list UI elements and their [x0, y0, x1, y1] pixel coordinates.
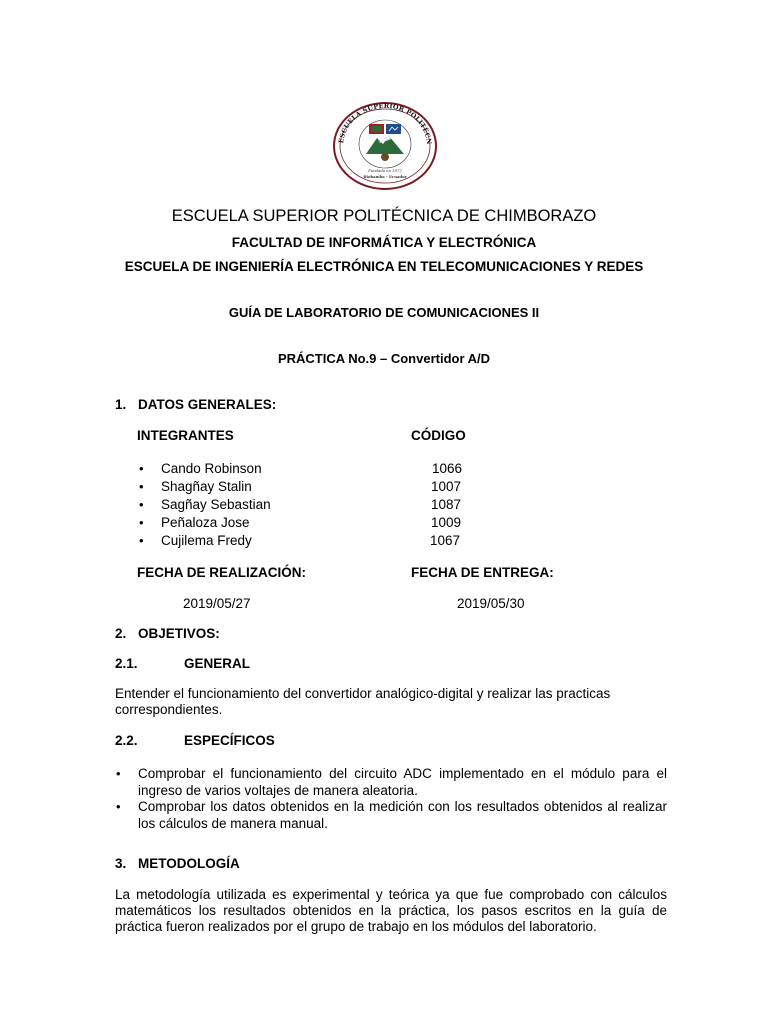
bullet-icon: •: [139, 497, 144, 512]
member-row: [0, 497, 768, 515]
member-code: 1009: [431, 515, 462, 530]
institution-seal: [333, 102, 437, 190]
member-name: Cando Robinson: [161, 461, 262, 476]
section3-title: METODOLOGÍA: [138, 856, 240, 871]
bullet-icon: •: [139, 461, 144, 476]
seal-founded: Fundada en 1972: [368, 168, 402, 173]
member-row: [0, 533, 768, 551]
bullet-icon: •: [139, 479, 144, 494]
section1-number: 1.: [115, 397, 127, 412]
specific-number: 2.2.: [115, 733, 138, 748]
specific-title: ESPECÍFICOS: [184, 733, 275, 748]
section3-number: 3.: [115, 856, 127, 871]
section2-number: 2.: [115, 626, 127, 641]
member-code: 1067: [430, 533, 461, 548]
member-name: Shagñay Stalin: [161, 479, 252, 494]
member-name: Peñaloza Jose: [161, 515, 250, 530]
member-row: [0, 515, 768, 533]
specific-item: Comprobar el funcionamiento del circuito ADC implementado en el módulo para el ingreso de varios voltajes de manera aleatoria.: [138, 766, 667, 798]
bullet-icon: •: [116, 766, 121, 781]
seal-city: Riobamba - Ecuador: [363, 174, 407, 179]
bullet-icon: •: [139, 515, 144, 530]
code-header: CÓDIGO: [411, 428, 466, 443]
member-row: [0, 461, 768, 479]
methodology-text: La metodología utilizada es experimental y teórica ya que fue comprobado con cálculos matemáticos los resultados obtenidos en la práctica, los pasos escritos en la guía de práctica fueron realizados por el grupo de trabajo en los módulos del laboratorio.: [115, 887, 667, 934]
seal-graphic: [333, 102, 437, 190]
date-done-value: 2019/05/27: [183, 596, 251, 611]
faculty-title: FACULTAD DE INFORMÁTICA Y ELECTRÓNICA: [231, 235, 537, 250]
member-code: 1066: [432, 461, 463, 476]
guide-title: GUÍA DE LABORATORIO DE COMUNICACIONES II: [228, 305, 540, 320]
general-text-line2: correspondientes.: [115, 702, 223, 717]
date-done-label: FECHA DE REALIZACIÓN:: [137, 565, 306, 580]
general-number: 2.1.: [115, 656, 138, 671]
institution-title: ESCUELA SUPERIOR POLITÉCNICA DE CHIMBORAZO: [171, 207, 597, 225]
member-row: [0, 479, 768, 497]
member-name: Cujilema Fredy: [161, 533, 252, 548]
member-code: 1007: [431, 479, 462, 494]
date-due-label: FECHA DE ENTREGA:: [411, 565, 554, 580]
school-title: ESCUELA DE INGENIERÍA ELECTRÓNICA EN TELECOMUNICACIONES Y REDES: [124, 259, 644, 274]
specific-item: Comprobar los datos obtenidos en la medición con los resultados obtenidos al realizar los cálculos de manera manual.: [138, 799, 667, 831]
member-code: 1087: [431, 497, 462, 512]
general-title: GENERAL: [184, 656, 251, 671]
general-text-line1: Entender el funcionamiento del convertidor analógico-digital y realizar las practicas: [115, 686, 611, 701]
section1-title: DATOS GENERALES:: [138, 397, 277, 412]
date-due-value: 2019/05/30: [457, 596, 525, 611]
bullet-icon: •: [116, 799, 121, 814]
members-header: INTEGRANTES: [137, 428, 234, 443]
seal-ring-text: ESCUELA SUPERIOR POLITÉCN: [337, 102, 434, 145]
practice-title: PRÁCTICA No.9 – Convertidor A/D: [277, 351, 491, 366]
section2-title: OBJETIVOS:: [138, 626, 220, 641]
bullet-icon: •: [139, 533, 144, 548]
member-name: Sagñay Sebastian: [161, 497, 271, 512]
